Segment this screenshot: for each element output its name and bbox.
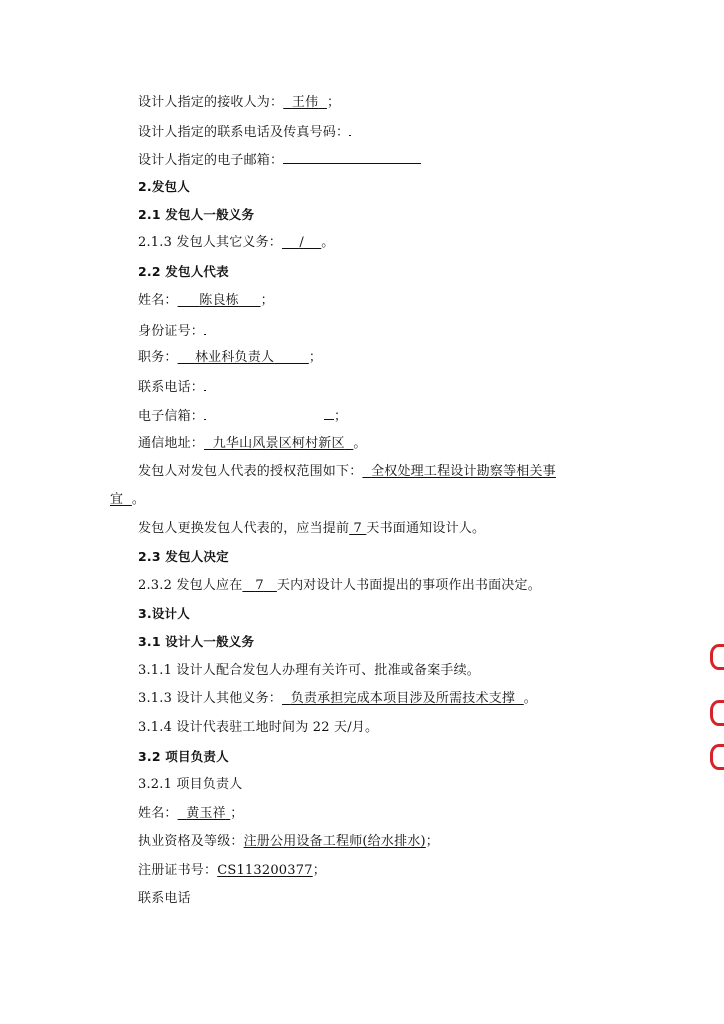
section-2-1-heading: 2.1 发包人一般义务 [138, 207, 255, 222]
pm-name-line: 姓名： 黄玉祥 ； [138, 806, 244, 821]
clause-2-3-2: 2.3.2 发包人应在 7 天内对设计人书面提出的事项作出书面决定。 [138, 578, 541, 593]
rep-email-blank-start [204, 407, 206, 420]
section-3-1-heading: 3.1 设计人一般义务 [138, 634, 255, 649]
seal-stamp-edge [710, 640, 724, 775]
authorization-value-cont: 宜 [110, 492, 124, 507]
recipient-line: 设计人指定的接收人为： 王伟 ； [138, 95, 341, 110]
section-2-2-heading: 2.2 发包人代表 [138, 264, 229, 279]
email-line: 设计人指定的电子邮箱： [138, 151, 421, 169]
pm-qualification-value: 注册公用设备工程师(给水排水) [243, 834, 426, 849]
clause-2-1-3: 2.1.3 发包人其它义务： / 。 [138, 235, 335, 250]
pm-qualification-line: 执业资格及等级：注册公用设备工程师(给水排水)； [138, 834, 439, 849]
email-blank [283, 151, 421, 164]
rep-id-line: 身份证号： [138, 324, 205, 339]
phone-fax-line: 设计人指定的联系电话及传真号码： [138, 125, 350, 140]
rep-name-line: 姓名： 陈良栋 ； [138, 293, 274, 308]
pm-cert-value: CS113200377 [217, 863, 313, 878]
pm-name-value: 黄玉祥 [186, 806, 226, 821]
rep-change-days: 7 [353, 521, 363, 536]
section-3-heading: 3.设计人 [138, 606, 190, 621]
rep-title-value: 林业科负责人 [194, 350, 275, 365]
rep-phone-line: 联系电话： [138, 380, 205, 395]
rep-phone-blank [204, 378, 206, 391]
authorization-value: 全权处理工程设计勘察等相关事 [371, 464, 556, 479]
phone-fax-blank [349, 123, 351, 136]
clause-2-3-2-days: 7 [255, 578, 264, 593]
section-2-3-heading: 2.3 发包人决定 [138, 549, 229, 564]
section-2-heading: 2.发包人 [138, 179, 190, 194]
authorization-line-2: 宜 。 [110, 492, 146, 507]
rep-change-line: 发包人更换发包人代表的，应当提前 7 天书面通知设计人。 [138, 521, 486, 536]
rep-name-value: 陈良栋 [199, 293, 239, 308]
rep-id-blank [204, 322, 206, 335]
authorization-line: 发包人对发包人代表的授权范围如下： 全权处理工程设计勘察等相关事 [138, 464, 556, 479]
clause-3-1-3-value: 负责承担完成本项目涉及所需技术支撑 [290, 691, 516, 706]
rep-address-value: 九华山风景区柯村新区 [212, 436, 345, 451]
clause-3-1-4: 3.1.4 设计代表驻工地时间为 22 天/月。 [138, 720, 379, 735]
clause-3-1-3: 3.1.3 设计人其他义务： 负责承担完成本项目涉及所需技术支撑 。 [138, 691, 537, 706]
clause-3-2-1: 3.2.1 项目负责人 [138, 777, 243, 792]
rep-email-blank-end [324, 407, 334, 420]
recipient-value: 王伟 [291, 95, 319, 110]
rep-title-line: 职务： 林业科负责人 ； [138, 350, 323, 365]
rep-address-line: 通信地址： 九华山风景区柯村新区 。 [138, 436, 367, 451]
pm-cert-line: 注册证书号：CS113200377； [138, 863, 326, 878]
pm-phone-line: 联系电话 [138, 891, 191, 906]
clause-2-1-3-value: / [299, 235, 304, 250]
clause-3-1-1: 3.1.1 设计人配合发包人办理有关许可、批准或备案手续。 [138, 663, 481, 678]
rep-email-line: 电子信箱： ； [138, 409, 348, 424]
section-3-2-heading: 3.2 项目负责人 [138, 749, 229, 764]
